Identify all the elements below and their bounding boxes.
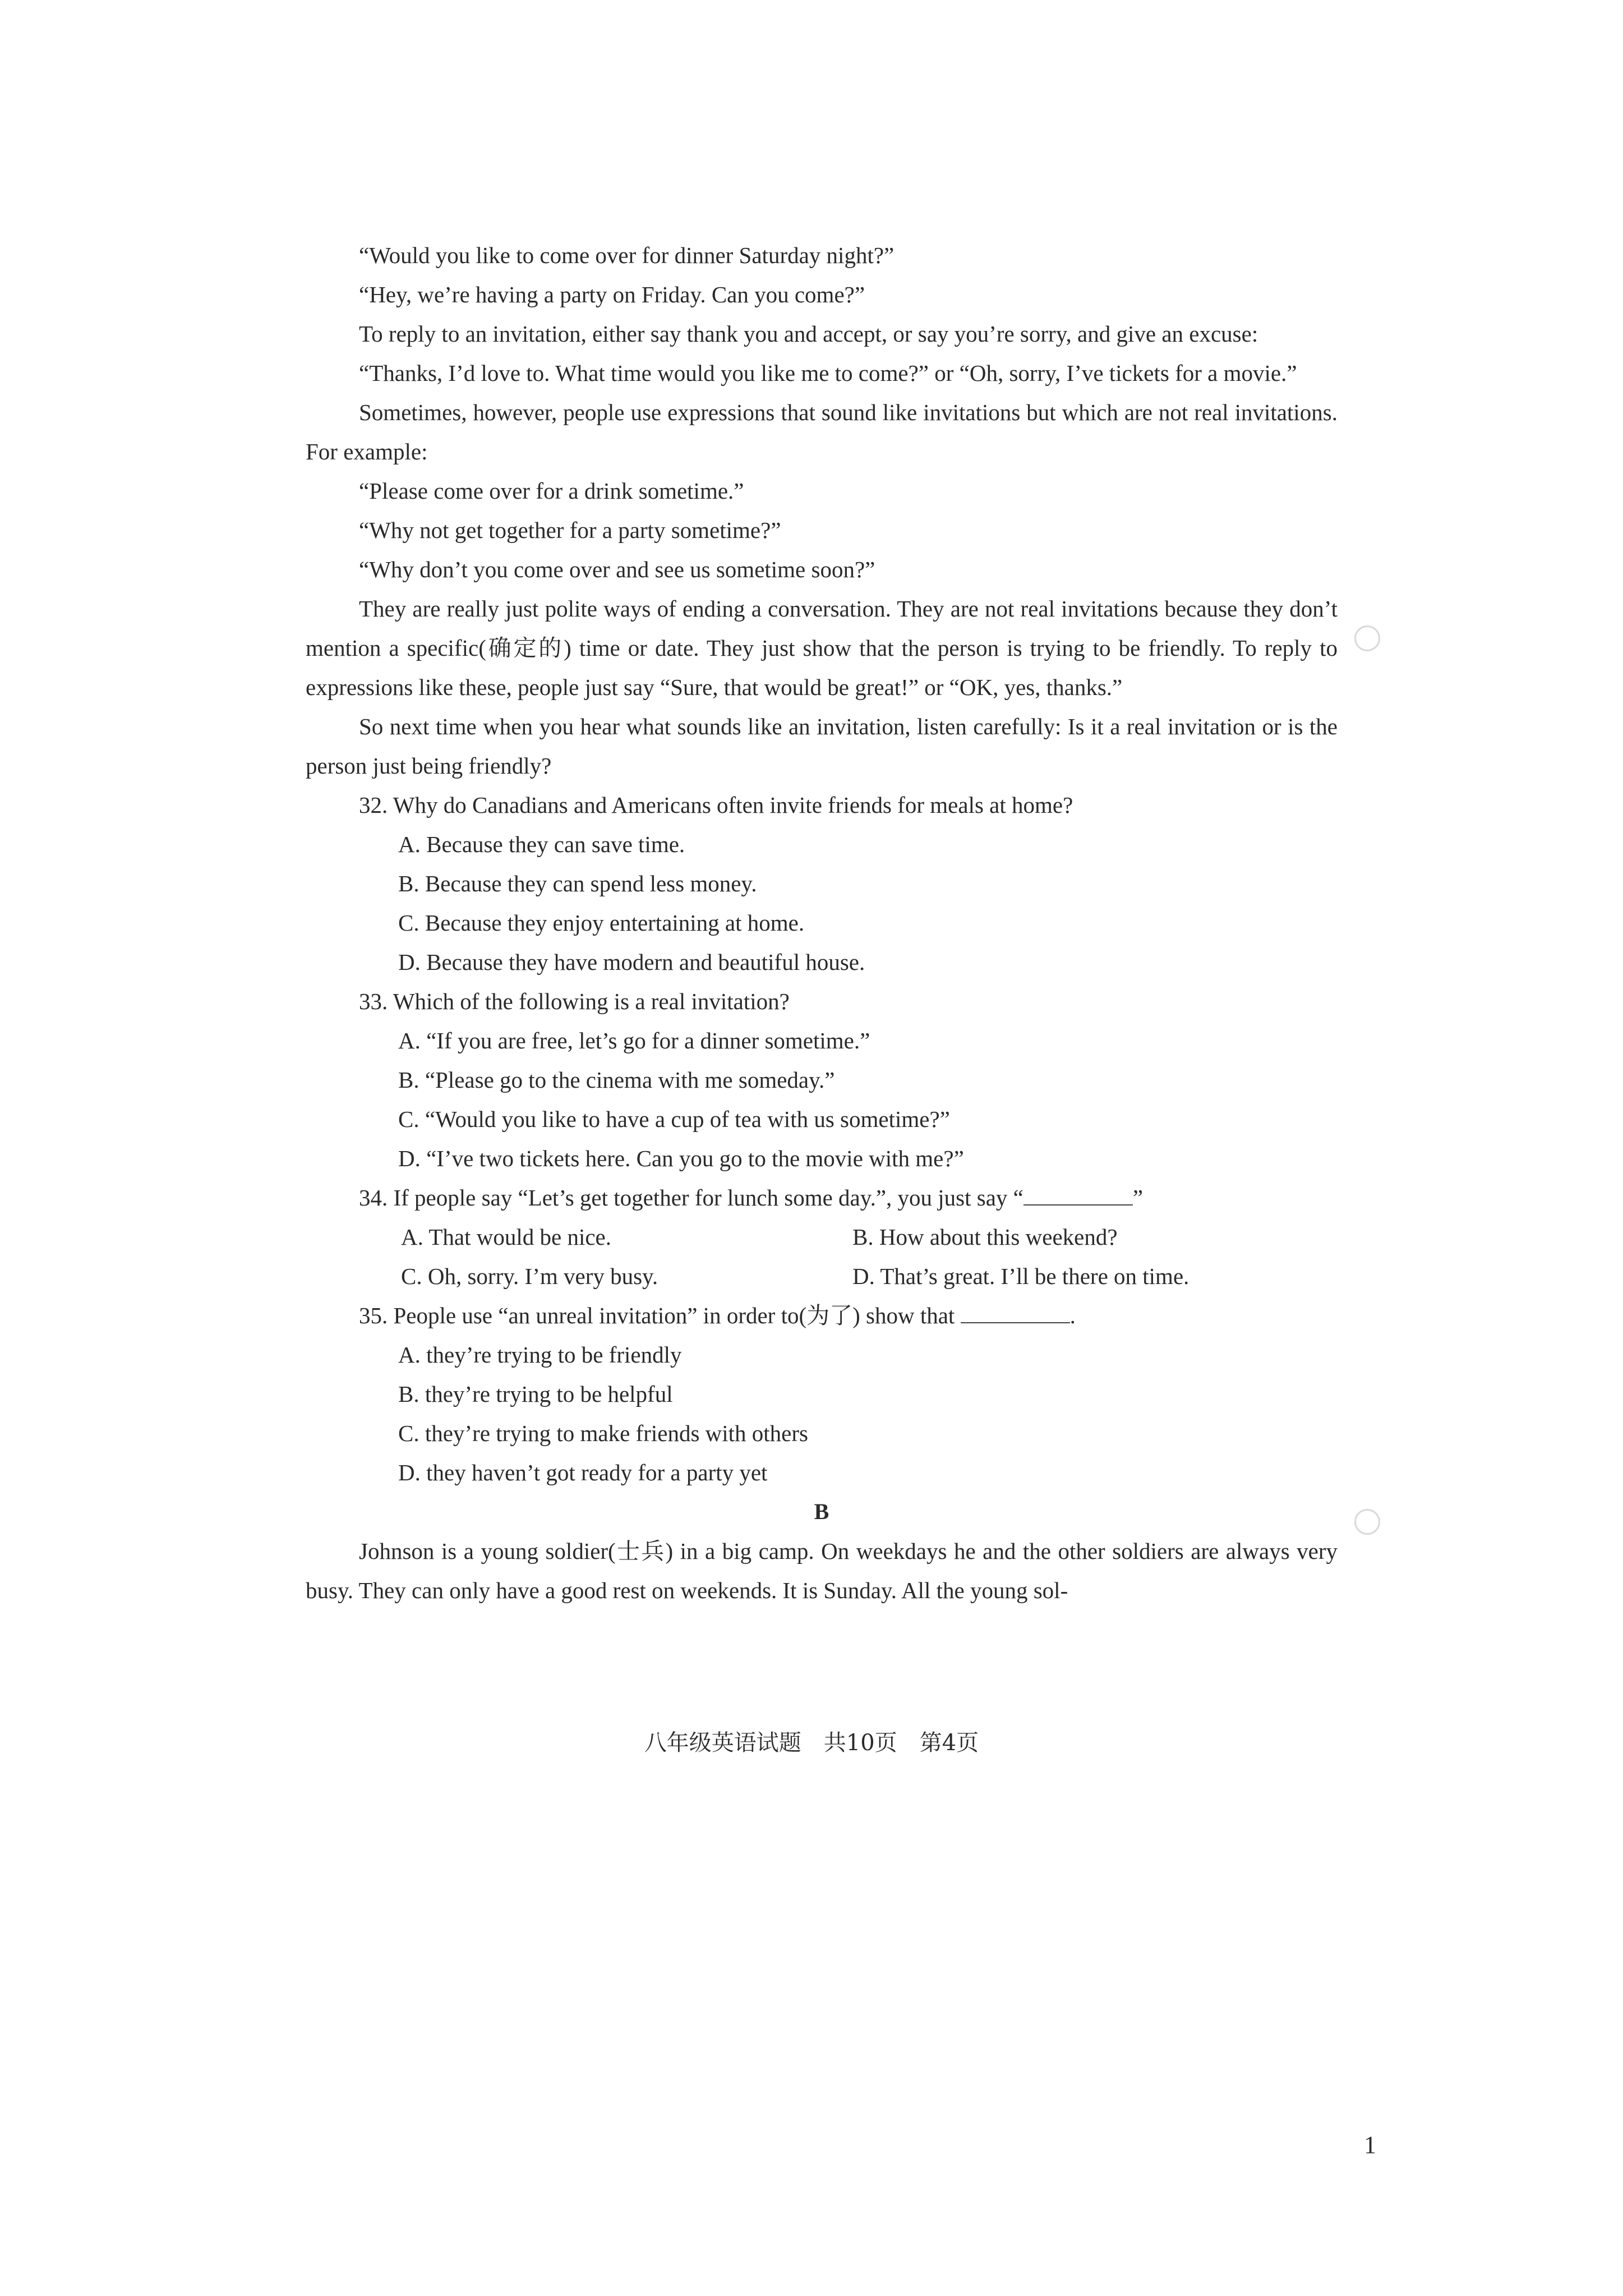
question-32-option-a: A. Because they can save time. — [398, 831, 685, 857]
question-34-option-d: D. That’s great. I’ll be there on time. — [852, 1263, 1189, 1289]
question-34-stem-end: ” — [1132, 1185, 1144, 1211]
question-33-stem: 33. Which of the following is a real invitation? — [359, 988, 790, 1014]
example-quote: “Please come over for a drink sometime.” — [359, 478, 744, 504]
answer-blank — [961, 1303, 1070, 1323]
question-35-option-c: C. they’re trying to make friends with others — [398, 1420, 808, 1446]
question-33-option-d: D. “I’ve two tickets here. Can you go to the movie with me?” — [398, 1145, 964, 1171]
question-35-option-a: A. they’re trying to be friendly — [398, 1342, 682, 1368]
question-34-option-b: B. How about this weekend? — [852, 1224, 1118, 1250]
paragraph: Sometimes, however, people use expressions that sound like invitations but which are not real invitations. For example: — [306, 399, 1338, 464]
dialogue-quote: “Would you like to come over for dinner Saturday night?” — [359, 242, 895, 268]
exam-text — [306, 236, 1338, 1610]
example-quote: “Why not get together for a party sometime?” — [359, 517, 781, 543]
question-32-option-c: C. Because they enjoy entertaining at home. — [398, 910, 805, 936]
example-quote: “Why don’t you come over and see us sometime soon?” — [359, 556, 875, 582]
section-b-paragraph: Johnson is a young soldier(士兵) in a big camp. On weekdays he and the other soldiers are always very busy. They can only have a good rest on weekends. It is Sunday. All the young sol- — [306, 1538, 1338, 1603]
question-34-option-a: A. That would be nice. — [401, 1224, 611, 1250]
question-33-option-c: C. “Would you like to have a cup of tea with us sometime?” — [398, 1106, 950, 1132]
question-35-option-d: D. they haven’t got ready for a party yet — [398, 1460, 768, 1485]
question-34-stem — [306, 1178, 1338, 1217]
paragraph: So next time when you hear what sounds like an invitation, listen carefully: Is it a real invitation or is the person just being friendly? — [306, 714, 1338, 779]
question-34-option-c: C. Oh, sorry. I’m very busy. — [401, 1263, 658, 1289]
question-34-options-row-2 — [306, 1257, 1338, 1296]
page-footer: 八年级英语试题 共10页 第4页 — [644, 1730, 979, 1756]
question-34-stem-text: 34. If people say “Let’s get together for lunch some day.”, you just say “ — [359, 1185, 1023, 1211]
question-33-option-b: B. “Please go to the cinema with me someday.” — [398, 1067, 835, 1093]
scan-mark-icon — [1354, 625, 1380, 651]
question-35-option-b: B. they’re trying to be helpful — [398, 1381, 673, 1407]
question-35-stem — [306, 1296, 1338, 1335]
page-number: 1 — [1364, 2131, 1376, 2159]
question-34-options-row-1 — [306, 1217, 1338, 1257]
paragraph: To reply to an invitation, either say thank you and accept, or say you’re sorry, and give an excuse: — [359, 321, 1258, 347]
dialogue-quote: “Hey, we’re having a party on Friday. Can you come?” — [359, 282, 865, 307]
scan-mark-icon — [1354, 1509, 1380, 1535]
question-32-option-d: D. Because they have modern and beautiful house. — [398, 949, 865, 975]
question-32-option-b: B. Because they can spend less money. — [398, 871, 757, 896]
question-35-stem-text: 35. People use “an unreal invitation” in order to(为了) show that — [359, 1303, 955, 1328]
question-33-option-a: A. “If you are free, let’s go for a dinner sometime.” — [398, 1028, 870, 1053]
question-32-stem: 32. Why do Canadians and Americans often invite friends for meals at home? — [359, 792, 1073, 818]
paragraph: “Thanks, I’d love to. What time would you like me to come?” or “Oh, sorry, I’ve tickets for a movie.” — [359, 360, 1297, 386]
answer-blank — [1023, 1185, 1133, 1205]
question-35-stem-end: . — [1069, 1303, 1076, 1328]
paragraph: They are really just polite ways of ending a conversation. They are not real invitations because they don’t mention a specific(确定的) time or date. They just show that the person is trying to be friendly. To reply to expressions like these, people just say “Sure, that would be great!” or “OK, yes, thanks.” — [306, 596, 1338, 700]
section-b-title: B — [814, 1499, 829, 1524]
